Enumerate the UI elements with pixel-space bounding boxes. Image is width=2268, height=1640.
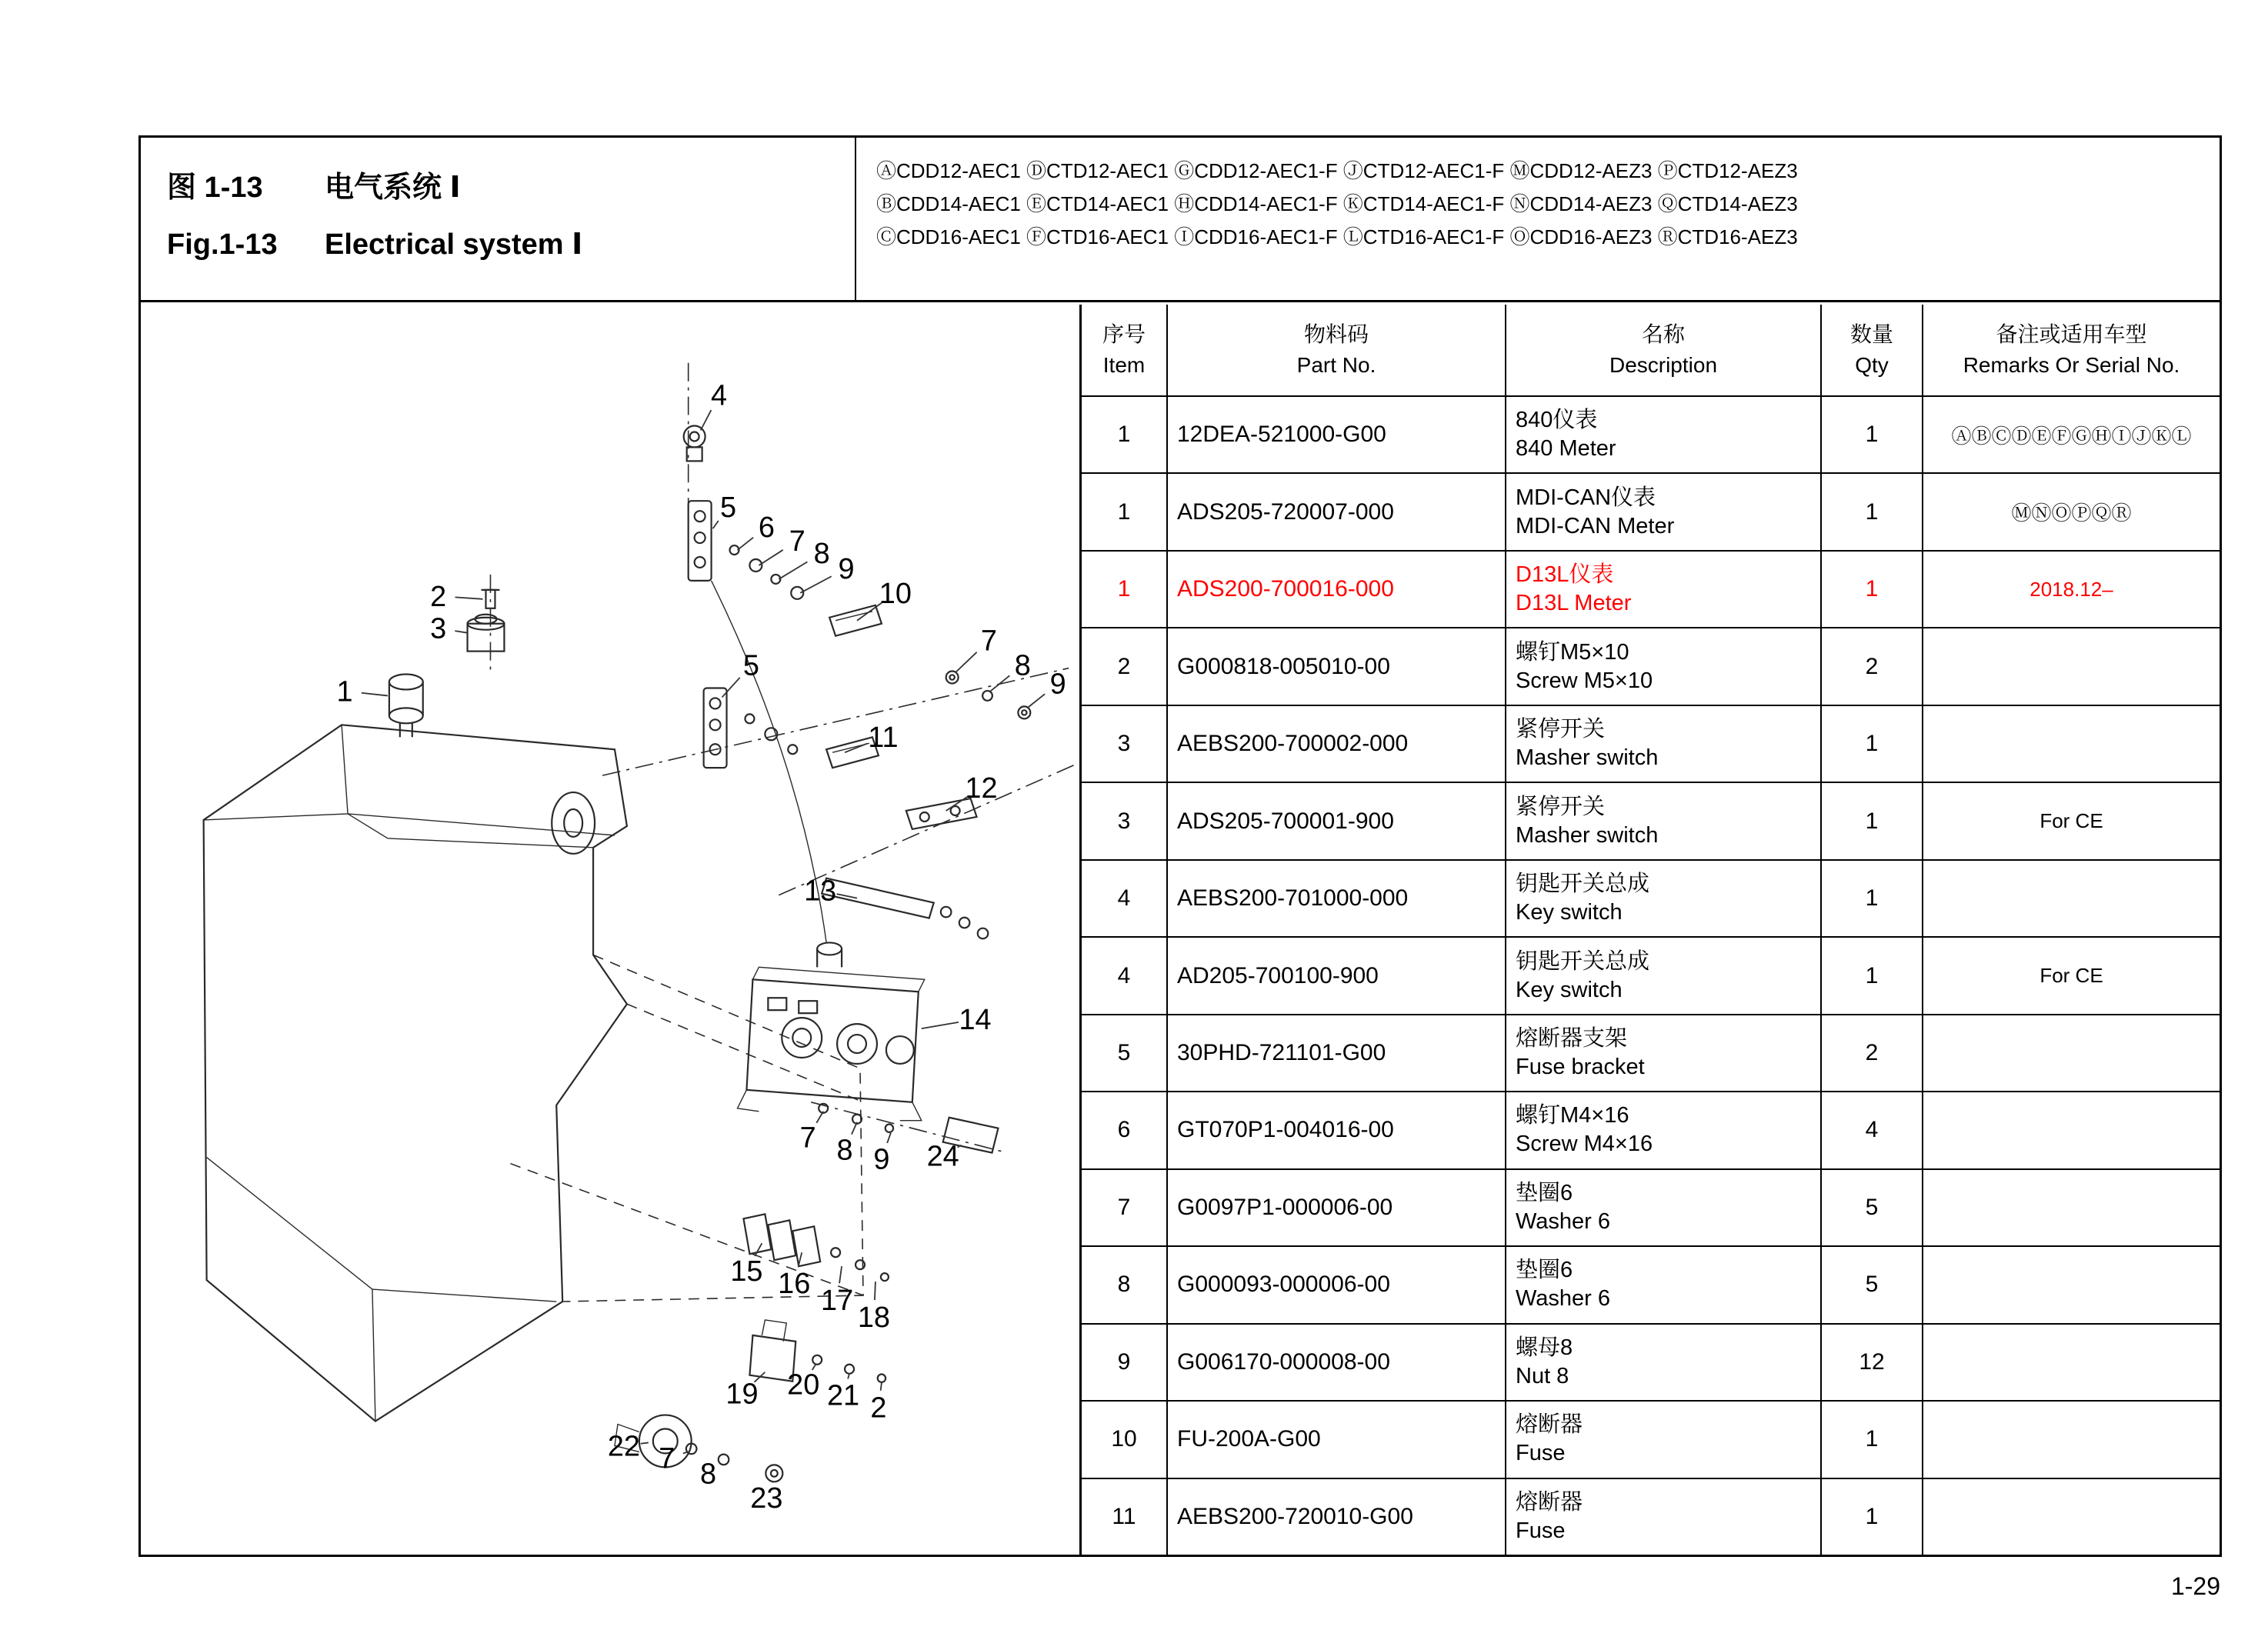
svg-text:24: 24: [926, 1140, 959, 1173]
cell-part-no: FU-200A-G00: [1166, 1402, 1505, 1477]
cell-description: [1505, 706, 1820, 782]
cell-remarks: [1922, 861, 2220, 936]
diagram-callout-2: [430, 581, 482, 613]
cell-remarks: For CE: [1922, 783, 2220, 858]
description-en: 840 Meter: [1516, 436, 1616, 462]
figure-name-zh: 电气系统 Ⅰ: [325, 172, 461, 204]
description-zh: 钥匙开关总成: [1516, 948, 1650, 974]
svg-text:15: 15: [730, 1255, 763, 1288]
figure-number-en: Fig.1-13: [167, 228, 278, 261]
description-en: Fuse bracket: [1516, 1054, 1645, 1079]
col-header-part-en: Part No.: [1296, 353, 1376, 377]
svg-text:17: 17: [821, 1284, 854, 1317]
cell-remarks: ⓂⓃⓄⓅⓆⓇ: [1922, 474, 2220, 549]
svg-text:8: 8: [1014, 649, 1031, 682]
cell-description: [1505, 474, 1820, 549]
cell-part-no: ADS200-700016-000: [1166, 552, 1505, 627]
diagram-callout-11: [845, 722, 899, 754]
svg-text:9: 9: [1049, 668, 1066, 701]
cell-item: 1: [1117, 576, 1131, 602]
cell-description: [1505, 938, 1820, 1013]
cell-description: [1505, 1092, 1820, 1168]
svg-text:7: 7: [659, 1442, 675, 1475]
cell-qty: 4: [1820, 1092, 1922, 1168]
diagram-callout-14: [922, 1004, 992, 1036]
cell-part-no: ADS205-720007-000: [1166, 474, 1505, 549]
description-zh: 钥匙开关总成: [1516, 872, 1650, 897]
cell-item: 9: [1117, 1348, 1131, 1375]
svg-text:8: 8: [700, 1458, 717, 1491]
cell-qty: 1: [1820, 1479, 1922, 1555]
description-en: Washer 6: [1516, 1286, 1611, 1312]
diagram-callout-15: [730, 1243, 762, 1288]
description-en: Nut 8: [1516, 1363, 1569, 1388]
col-header-item: [1082, 305, 1166, 395]
table-row: [1082, 861, 2220, 938]
table-row: [1082, 1015, 2220, 1092]
col-header-remarks-zh: 备注或适用车型: [1996, 322, 2147, 346]
diagram-callout-18: [858, 1282, 890, 1334]
diagram-callout-12: [946, 772, 998, 811]
description-en: Screw M4×16: [1516, 1132, 1653, 1157]
svg-text:2: 2: [430, 580, 447, 613]
description-en: MDI-CAN Meter: [1516, 513, 1675, 538]
figure-title-zh: [167, 159, 855, 216]
cell-item: 3: [1117, 808, 1131, 834]
cell-item: 4: [1117, 962, 1131, 988]
cell-qty: 1: [1820, 783, 1922, 858]
parts-table: [1079, 305, 2220, 1555]
diagram-callout-13: [804, 875, 857, 908]
table-row: [1082, 783, 2220, 860]
page-number: 1-29: [2170, 1572, 2220, 1600]
col-header-remarks-en: Remarks Or Serial No.: [1963, 353, 2180, 377]
cell-qty: 1: [1820, 938, 1922, 1013]
col-header-desc-en: Description: [1609, 353, 1718, 377]
cell-description: [1505, 861, 1820, 936]
cell-description: [1505, 397, 1820, 472]
col-header-qty-zh: 数量: [1849, 322, 1893, 346]
cell-part-no: AEBS200-701000-000: [1166, 861, 1505, 936]
svg-text:12: 12: [965, 772, 998, 805]
table-row: [1082, 706, 2220, 783]
cell-qty: 1: [1820, 706, 1922, 782]
table-row: [1082, 938, 2220, 1015]
cell-part-no: 30PHD-721101-G00: [1166, 1015, 1505, 1091]
description-en: Masher switch: [1516, 822, 1659, 848]
cell-item: 3: [1117, 731, 1131, 757]
svg-text:5: 5: [719, 492, 737, 525]
col-header-part-zh: 物料码: [1303, 322, 1369, 346]
exploded-diagram: [141, 305, 1079, 1555]
diagram-callout-7: [956, 625, 997, 673]
description-zh: 熔断器支架: [1516, 1025, 1628, 1051]
cell-part-no: G006170-000008-00: [1166, 1325, 1505, 1400]
table-row: [1082, 474, 2220, 551]
cell-qty: 1: [1820, 861, 1922, 936]
cell-remarks: 2018.12–: [1922, 552, 2220, 627]
cell-remarks: [1922, 1170, 2220, 1245]
svg-text:7: 7: [799, 1122, 816, 1155]
description-en: Key switch: [1516, 900, 1623, 925]
description-zh: MDI-CAN仪表: [1516, 485, 1656, 510]
svg-text:9: 9: [873, 1143, 890, 1176]
svg-text:21: 21: [826, 1379, 860, 1412]
diagram-callout-20: [787, 1365, 819, 1402]
cell-description: [1505, 1170, 1820, 1245]
svg-text:11: 11: [868, 722, 899, 755]
svg-text:13: 13: [804, 875, 837, 908]
svg-text:23: 23: [750, 1482, 783, 1515]
diagram-callout-16: [778, 1252, 810, 1300]
col-header-qty-en: Qty: [1855, 353, 1889, 377]
cell-qty: 5: [1820, 1170, 1922, 1245]
description-zh: 螺母8: [1516, 1335, 1573, 1360]
description-zh: D13L仪表: [1516, 562, 1614, 588]
model-code-line: ⒸCDD16-AEC1 ⒻCTD16-AEC1 ⒾCDD16-AEC1-F ⓁCTD16-AEC1-F ⓄCDD16-AEZ3 ⓇCTD16-AEZ3: [876, 225, 1798, 248]
cell-remarks: [1922, 1015, 2220, 1091]
cell-description: [1505, 628, 1820, 704]
diagram-callout-10: [857, 578, 912, 621]
svg-text:18: 18: [857, 1301, 891, 1334]
cell-qty: 1: [1820, 552, 1922, 627]
page-frame: [138, 135, 2222, 1557]
cell-item: 4: [1117, 885, 1131, 912]
table-row: [1082, 628, 2220, 705]
description-zh: 熔断器: [1516, 1489, 1583, 1515]
cell-remarks: [1922, 706, 2220, 782]
description-zh: 螺钉M5×10: [1516, 639, 1629, 665]
cell-remarks: [1922, 1479, 2220, 1555]
svg-text:5: 5: [742, 649, 759, 682]
parts-table-body: [1082, 397, 2220, 1555]
diagram-callout-17: [821, 1266, 853, 1317]
diagram-callout-9: [873, 1133, 891, 1176]
cell-part-no: G0097P1-000006-00: [1166, 1170, 1505, 1245]
description-zh: 紧停开关: [1516, 717, 1606, 742]
diagram-callout-6: [737, 512, 774, 550]
cell-description: [1505, 1247, 1820, 1322]
table-row: [1082, 1247, 2220, 1324]
cell-item: 2: [1117, 653, 1131, 679]
cell-description: [1505, 1325, 1820, 1400]
diagram-callout-2: [870, 1383, 886, 1425]
description-zh: 垫圈6: [1516, 1180, 1573, 1205]
cell-qty: 1: [1820, 474, 1922, 549]
diagram-callout-1: [337, 675, 388, 708]
diagram-callout-8: [837, 1122, 857, 1167]
table-row: [1082, 1402, 2220, 1478]
diagram-callout-3: [430, 613, 467, 645]
exploded-diagram-svg: [141, 305, 1079, 1555]
diagram-callouts: [337, 380, 1066, 1515]
cell-remarks: ⒶⒷⒸⒹⒺⒻⒼⒽⒾⒿⓀⓁ: [1922, 397, 2220, 472]
table-row: [1082, 552, 2220, 628]
figure-title: [141, 138, 856, 300]
col-header-remarks: [1922, 305, 2220, 395]
cell-qty: 1: [1820, 397, 1922, 472]
figure-number-zh: 图 1-13: [167, 172, 263, 204]
col-header-description: [1505, 305, 1820, 395]
svg-text:22: 22: [607, 1430, 641, 1463]
diagram-callout-5: [722, 650, 759, 698]
cell-part-no: AEBS200-700002-000: [1166, 706, 1505, 782]
cell-remarks: [1922, 1092, 2220, 1168]
diagram-callout-7: [800, 1112, 823, 1155]
cell-qty: 5: [1820, 1247, 1922, 1322]
svg-text:1: 1: [336, 675, 353, 708]
page-header: [141, 138, 2220, 302]
svg-text:4: 4: [711, 379, 728, 412]
description-zh: 紧停开关: [1516, 794, 1606, 819]
diagram-callout-24: [927, 1141, 962, 1173]
cell-remarks: [1922, 1402, 2220, 1477]
svg-text:8: 8: [836, 1134, 853, 1167]
svg-text:7: 7: [980, 625, 998, 658]
description-en: Washer 6: [1516, 1208, 1611, 1234]
col-header-qty: [1820, 305, 1922, 395]
description-en: Fuse: [1516, 1518, 1566, 1543]
diagram-line-art: [204, 363, 1076, 1482]
svg-text:19: 19: [725, 1378, 759, 1411]
figure-name-en: Electrical system Ⅰ: [325, 228, 583, 261]
cell-item: 1: [1117, 422, 1131, 448]
description-zh: 螺钉M4×16: [1516, 1103, 1629, 1128]
cell-description: [1505, 1402, 1820, 1477]
cell-item: 10: [1111, 1426, 1137, 1452]
cell-remarks: [1922, 628, 2220, 704]
svg-text:16: 16: [778, 1268, 811, 1301]
col-header-item-en: Item: [1102, 353, 1146, 377]
cell-remarks: [1922, 1247, 2220, 1322]
diagram-callout-4: [701, 380, 727, 431]
cell-part-no: AD205-700100-900: [1166, 938, 1505, 1013]
diagram-callout-9: [1027, 668, 1066, 708]
figure-title-en: [167, 216, 855, 273]
diagram-callout-21: [827, 1374, 859, 1412]
cell-qty: 12: [1820, 1325, 1922, 1400]
svg-text:14: 14: [959, 1004, 992, 1037]
cell-part-no: ADS205-700001-900: [1166, 783, 1505, 858]
cell-description: [1505, 1015, 1820, 1091]
cell-item: 8: [1117, 1272, 1131, 1298]
cell-item: 1: [1117, 498, 1131, 525]
cell-item: 11: [1112, 1503, 1136, 1529]
diagram-callout-5: [713, 492, 736, 528]
cell-description: [1505, 783, 1820, 858]
col-header-item-zh: 序号: [1102, 322, 1146, 346]
description-en: Masher switch: [1516, 745, 1659, 771]
cell-remarks: For CE: [1922, 938, 2220, 1013]
svg-text:2: 2: [870, 1392, 887, 1425]
svg-text:7: 7: [789, 525, 805, 558]
model-codes: [856, 138, 2220, 300]
cell-description: [1505, 552, 1820, 627]
description-en: Screw M5×10: [1516, 668, 1653, 693]
model-code-line: ⒶCDD12-AEC1 ⒹCTD12-AEC1 ⒼCDD12-AEC1-F ⒿCTD12-AEC1-F ⓂCDD12-AEZ3 ⓅCTD12-AEZ3: [876, 159, 1798, 182]
description-zh: 垫圈6: [1516, 1258, 1573, 1283]
diagram-callout-22: [608, 1430, 649, 1462]
cell-part-no: AEBS200-720010-G00: [1166, 1479, 1505, 1555]
cell-qty: 2: [1820, 1015, 1922, 1091]
cell-item: 5: [1117, 1039, 1131, 1065]
cell-item: 7: [1117, 1194, 1131, 1220]
parts-table-header: [1082, 305, 2220, 397]
diagram-callout-19: [725, 1372, 765, 1411]
svg-text:8: 8: [813, 537, 830, 570]
page-content: [141, 305, 2220, 1555]
cell-qty: 2: [1820, 628, 1922, 704]
cell-remarks: [1922, 1325, 2220, 1400]
svg-text:9: 9: [838, 552, 855, 585]
description-en: D13L Meter: [1516, 591, 1632, 616]
table-row: [1082, 1092, 2220, 1169]
svg-text:10: 10: [879, 577, 912, 610]
svg-text:20: 20: [787, 1368, 820, 1402]
cell-item: 6: [1117, 1117, 1131, 1143]
col-header-desc-zh: 名称: [1641, 322, 1685, 346]
cell-part-no: 12DEA-521000-G00: [1166, 397, 1505, 472]
cell-part-no: G000818-005010-00: [1166, 628, 1505, 704]
description-en: Fuse: [1516, 1441, 1566, 1466]
diagram-callout-23: [750, 1482, 782, 1515]
cell-description: [1505, 1479, 1820, 1555]
table-row: [1082, 1170, 2220, 1247]
cell-qty: 1: [1820, 1402, 1922, 1477]
svg-text:3: 3: [430, 612, 447, 645]
description-zh: 840仪表: [1516, 408, 1598, 433]
description-en: Key switch: [1516, 977, 1623, 1002]
table-row: [1082, 397, 2220, 474]
model-code-line: ⒷCDD14-AEC1 ⒺCTD14-AEC1 ⒽCDD14-AEC1-F ⓀCTD14-AEC1-F ⓃCDD14-AEZ3 ⓆCTD14-AEZ3: [876, 192, 1798, 215]
col-header-part-no: [1166, 305, 1505, 395]
description-zh: 熔断器: [1516, 1412, 1583, 1438]
table-row: [1082, 1479, 2220, 1555]
cell-part-no: G000093-000006-00: [1166, 1247, 1505, 1322]
svg-text:6: 6: [758, 512, 775, 545]
table-row: [1082, 1325, 2220, 1402]
cell-part-no: GT070P1-004016-00: [1166, 1092, 1505, 1168]
